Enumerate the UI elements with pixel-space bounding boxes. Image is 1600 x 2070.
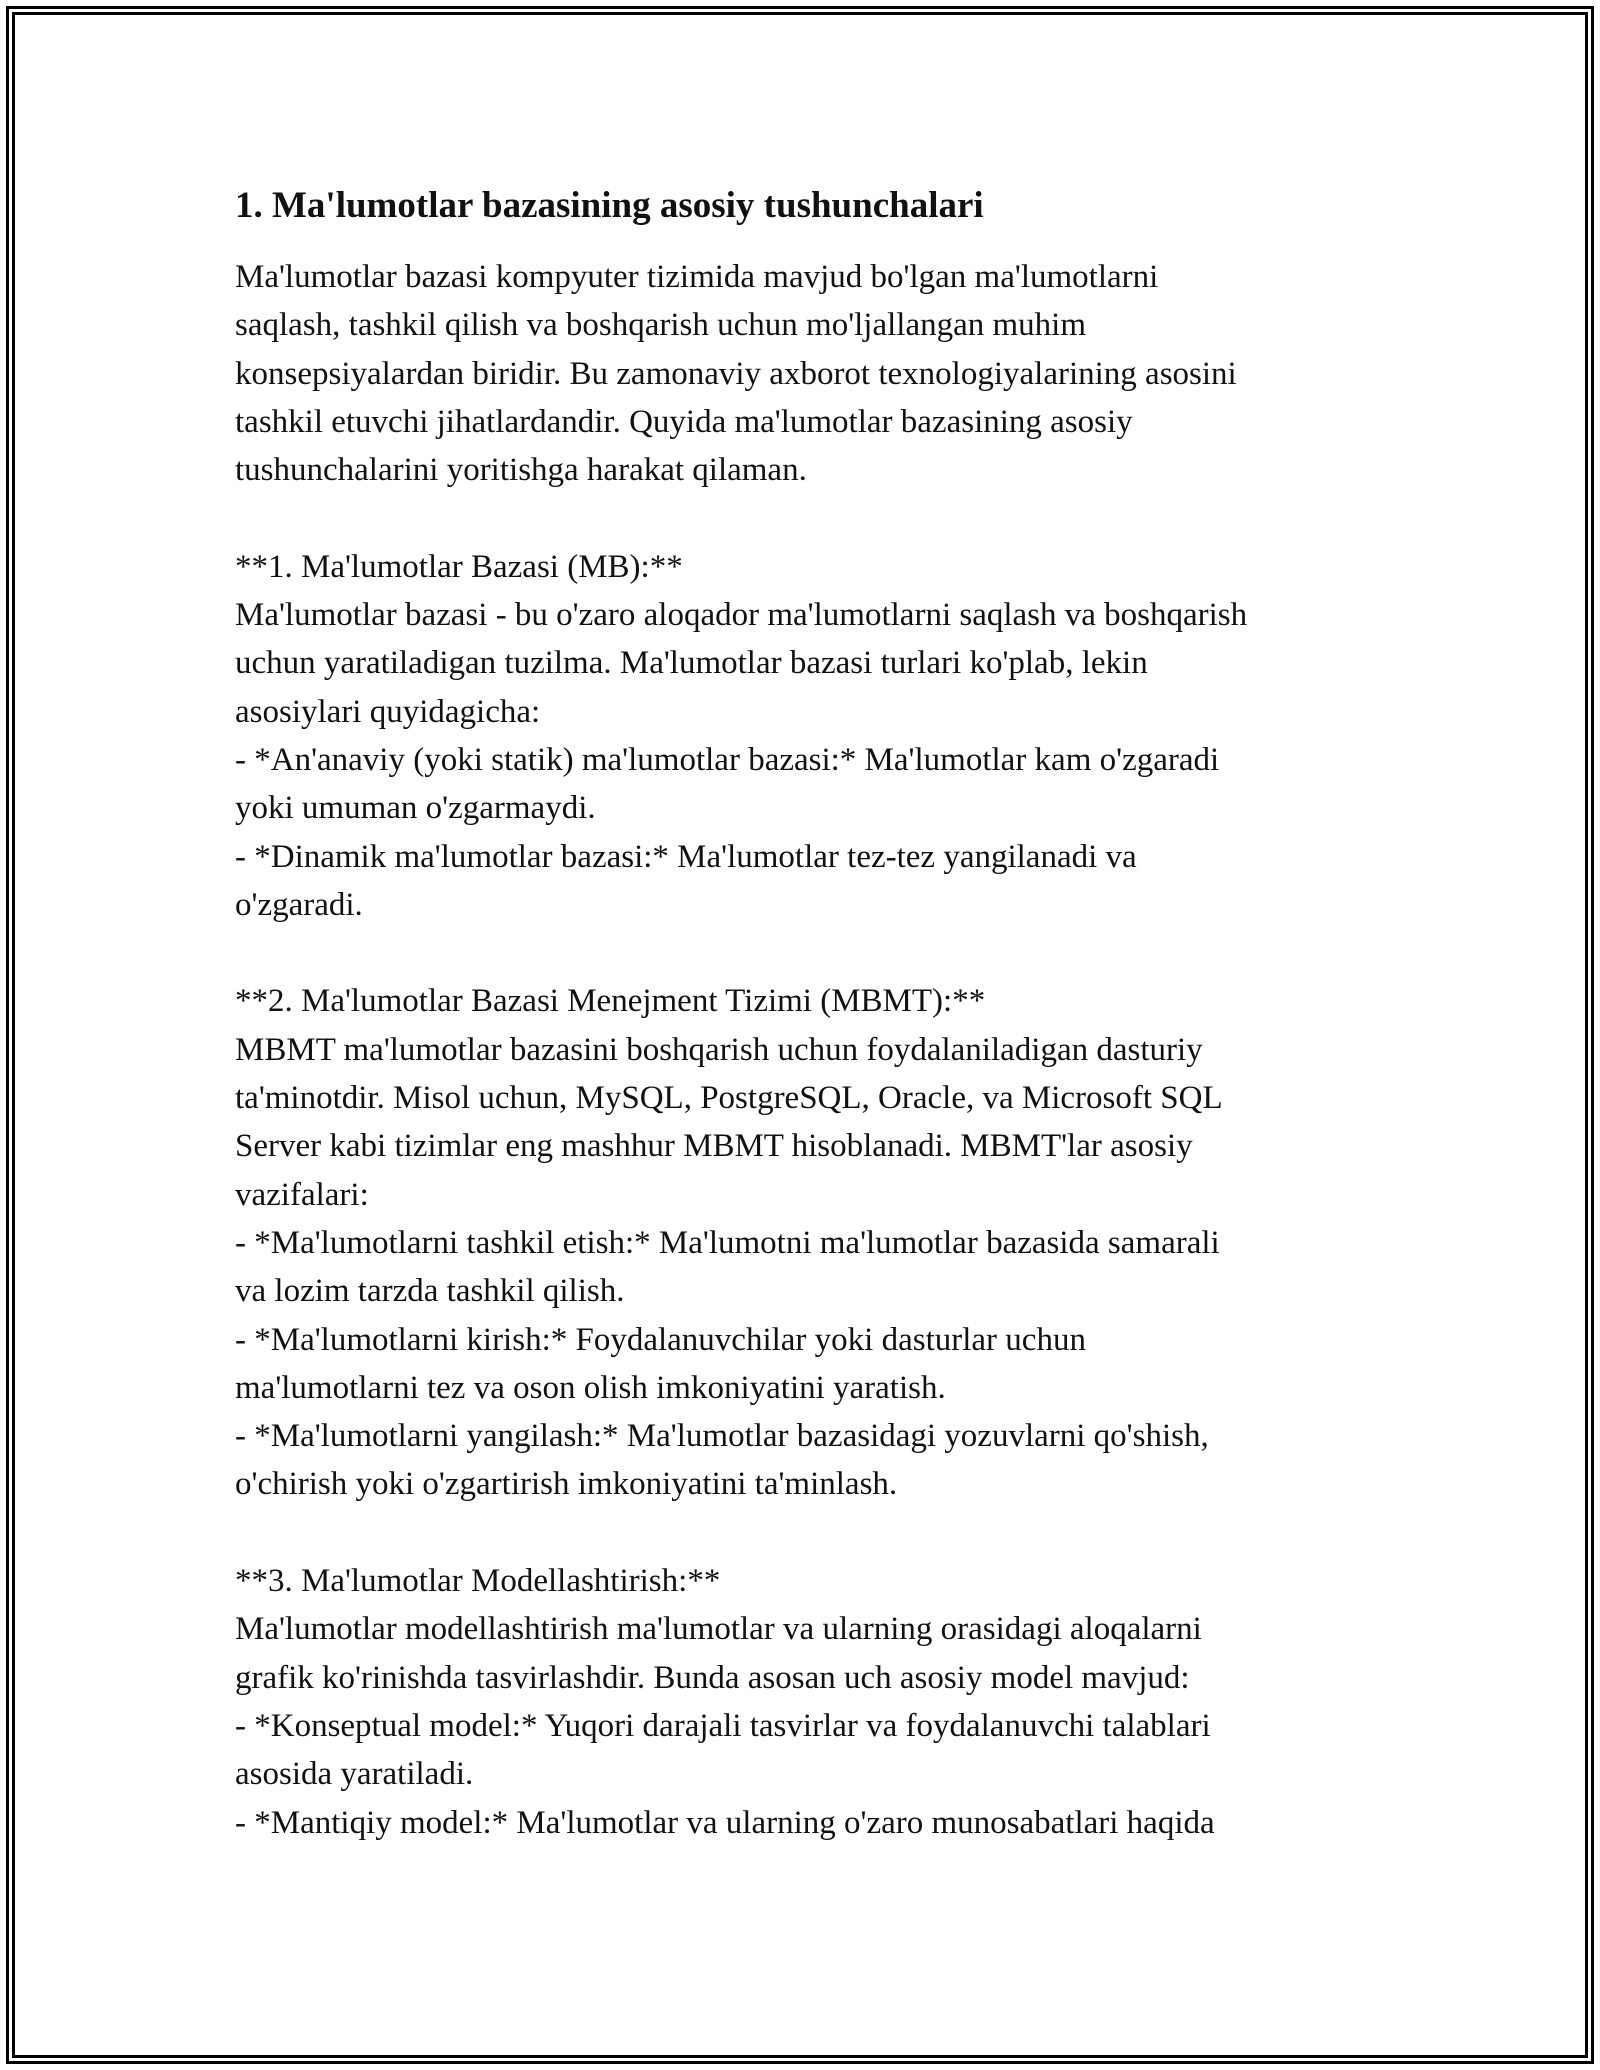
blank-line [235,1509,1395,1557]
section-heading-2: **2. Ma'lumotlar Bazasi Menejment Tizimi (MBMT):** [235,983,986,1020]
text-line: Ma'lumotlar bazasi kompyuter tizimida mavjud bo'lgan ma'lumotlarni [235,259,1159,295]
text-line: Server kabi tizimlar eng mashhur MBMT hisoblanadi. MBMT'lar asosiy [235,1128,1193,1165]
list-item: - *Ma'lumotlarni tashkil etish:* Ma'lumotni ma'lumotlar bazasida samarali [235,1224,1220,1261]
list-item: - *Dinamik ma'lumotlar bazasi:* Ma'lumotlar tez-tez yangilanadi va [235,838,1137,875]
text-line: va lozim tarzda tashkil qilish. [235,1273,625,1310]
text-line: MBMT ma'lumotlar bazasini boshqarish uchun foydalaniladigan dasturiy [235,1031,1203,1068]
list-item: - *Ma'lumotlarni kirish:* Foydalanuvchilar yoki dasturlar uchun [235,1321,1086,1358]
list-item: - *Mantiqiy model:* Ma'lumotlar va ularning o'zaro munosabatlari haqida [235,1804,1215,1841]
list-item: - *Ma'lumotlarni yangilash:* Ma'lumotlar bazasidagi yozuvlarni qo'shish, [235,1418,1209,1455]
text-line: o'zgaradi. [235,886,363,923]
document-text [235,253,1395,1847]
text-line: konsepsiyalardan biridir. Bu zamonaviy axborot texnologiyalarining asosini [235,355,1237,392]
text-line: Ma'lumotlar modellashtirish ma'lumotlar va ularning orasidagi aloqalarni [235,1611,1202,1648]
text-line: saqlash, tashkil qilish va boshqarish uchun mo'ljallangan muhim [235,307,1087,344]
text-line: tashkil etuvchi jihatlardandir. Quyida ma'lumotlar bazasining asosiy [235,403,1133,440]
text-line: Ma'lumotlar bazasi - bu o'zaro aloqador ma'lumotlarni saqlash va boshqarish [235,597,1248,634]
text-line: vazifalari: [235,1176,369,1213]
section-heading-3: **3. Ma'lumotlar Modellashtirish:** [235,1563,721,1600]
document-title: 1. Ma'lumotlar bazasining asosiy tushunchalari [235,185,984,226]
text-line: tushunchalarini yoritishga harakat qilaman. [235,452,807,489]
list-item: - *Konseptual model:* Yuqori darajali tasvirlar va foydalanuvchi talablari [235,1707,1211,1744]
section-heading-1: **1. Ma'lumotlar Bazasi (MB):** [235,548,683,585]
blank-line [235,494,1395,542]
text-line: ta'minotdir. Misol uchun, MySQL, PostgreSQL, Oracle, va Microsoft SQL [235,1080,1223,1117]
text-line: grafik ko'rinishda tasvirlashdir. Bunda asosan uch asosiy model mavjud: [235,1659,1190,1696]
document-body [235,183,1395,1847]
blank-line [235,929,1395,977]
text-line: asosida yaratiladi. [235,1756,474,1793]
text-line: uchun yaratiladigan tuzilma. Ma'lumotlar bazasi turlari ko'plab, lekin [235,645,1148,682]
text-line: asosiylari quyidagicha: [235,693,541,730]
text-line: yoki umuman o'zgarmaydi. [235,790,596,827]
text-line: o'chirish yoki o'zgartirish imkoniyatini ta'minlash. [235,1466,898,1503]
text-line: ma'lumotlarni tez va oson olish imkoniyatini yaratish. [235,1369,946,1406]
list-item: - *An'anaviy (yoki statik) ma'lumotlar bazasi:* Ma'lumotlar kam o'zgaradi [235,741,1220,778]
